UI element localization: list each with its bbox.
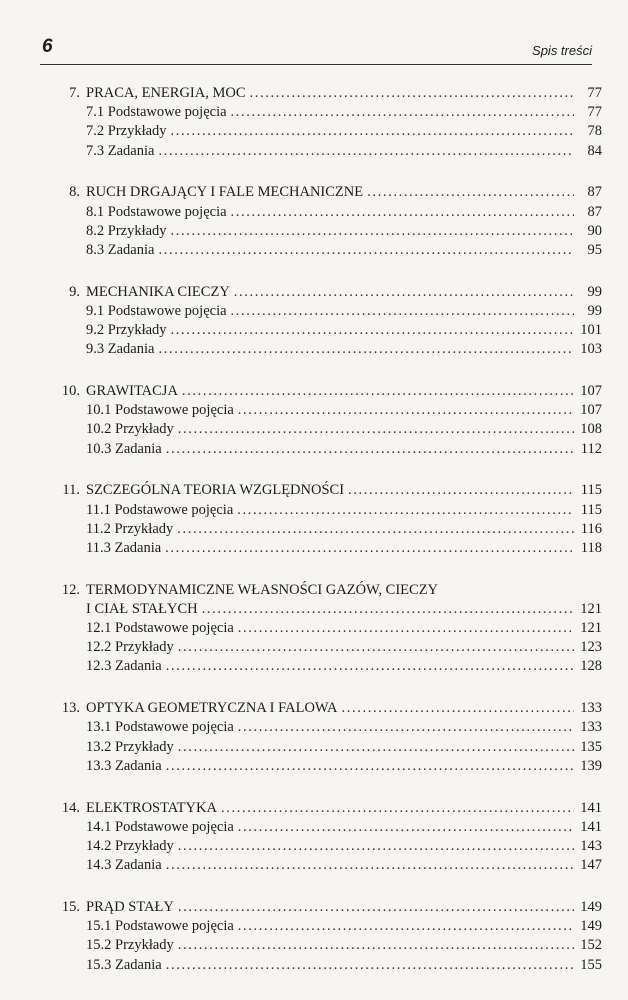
dot-leader — [234, 283, 574, 302]
toc-section-row — [48, 917, 602, 936]
toc-section-row — [48, 103, 602, 122]
page-ref: 107 — [580, 383, 602, 400]
section-title: 14.1 Podstawowe pojęcia — [86, 818, 234, 835]
dot-leader — [158, 241, 574, 260]
toc-section-row — [48, 222, 602, 241]
dot-leader — [237, 501, 574, 520]
toc-section-row — [48, 203, 602, 222]
section-title: 12.3 Zadania — [86, 658, 162, 675]
page-ref: 143 — [580, 837, 602, 854]
dot-leader — [250, 84, 574, 103]
toc-section-row — [48, 440, 602, 459]
chapter-number: 13. — [61, 700, 80, 717]
chapter-title-continued: I CIAŁ STAŁYCH — [86, 600, 198, 617]
page-number: 6 — [42, 36, 53, 57]
toc-section-row — [48, 936, 602, 955]
page-ref: 133 — [580, 700, 602, 717]
chapter-title: PRĄD STAŁY — [86, 898, 174, 915]
page-ref: 77 — [587, 85, 602, 101]
toc-section-row — [48, 837, 602, 856]
dot-leader — [238, 401, 574, 420]
dot-leader — [231, 302, 574, 321]
toc-section-row — [48, 340, 602, 359]
dot-leader — [231, 203, 574, 222]
toc-section-row — [48, 401, 602, 420]
toc-section-row — [48, 619, 602, 638]
page-ref: 118 — [580, 539, 602, 556]
toc-chapter — [48, 283, 602, 360]
page-ref: 112 — [580, 440, 602, 457]
toc-section-row — [48, 142, 602, 161]
page-ref: 147 — [580, 857, 602, 874]
toc-chapter — [48, 183, 602, 260]
section-title: 8.1 Podstawowe pojęcia — [86, 203, 227, 220]
dot-leader — [158, 340, 574, 359]
page-ref: 90 — [587, 222, 602, 239]
dot-leader — [238, 718, 574, 737]
page-ref: 121 — [580, 600, 602, 617]
toc-section-row — [48, 738, 602, 757]
dot-leader — [165, 539, 574, 558]
page-ref: 152 — [580, 937, 602, 954]
section-title: 11.1 Podstawowe pojęcia — [86, 501, 234, 518]
toc-chapter-row — [48, 581, 602, 600]
chapter-title: SZCZEGÓLNA TEORIA WZGLĘDNOŚCI — [86, 482, 345, 499]
table-of-contents — [48, 84, 602, 997]
toc-chapter — [48, 898, 602, 975]
toc-chapter-row-continued — [48, 600, 602, 619]
page-ref: 101 — [580, 322, 602, 339]
toc-section-row — [48, 818, 602, 837]
dot-leader — [158, 142, 574, 161]
dot-leader — [348, 481, 574, 500]
section-title: 15.2 Przykłady — [86, 937, 174, 954]
chapter-number: 7. — [69, 85, 80, 101]
page-ref: 139 — [580, 757, 602, 774]
chapter-title: MECHANIKA CIECZY — [86, 283, 230, 300]
toc-chapter-row — [48, 382, 602, 401]
dot-leader — [202, 600, 574, 619]
page-ref: 115 — [580, 482, 602, 499]
dot-leader — [178, 837, 574, 856]
toc-section-row — [48, 501, 602, 520]
toc-section-row — [48, 241, 602, 260]
toc-chapter-row — [48, 481, 602, 500]
toc-section-row — [48, 420, 602, 439]
section-title: 10.1 Podstawowe pojęcia — [86, 402, 234, 419]
toc-chapter — [48, 481, 602, 558]
toc-chapter-row — [48, 183, 602, 202]
section-title: 10.2 Przykłady — [86, 421, 174, 438]
page-ref: 128 — [580, 658, 602, 675]
section-title: 13.1 Podstawowe pojęcia — [86, 719, 234, 736]
toc-section-row — [48, 718, 602, 737]
page-ref: 149 — [580, 918, 602, 935]
dot-leader — [178, 638, 574, 657]
dot-leader — [178, 936, 574, 955]
chapter-title: OPTYKA GEOMETRYCZNA I FALOWA — [86, 700, 338, 717]
page-ref: 87 — [587, 203, 602, 220]
dot-leader — [177, 520, 574, 539]
toc-chapter — [48, 382, 602, 459]
section-title: 11.3 Zadania — [86, 539, 162, 556]
dot-leader — [166, 856, 574, 875]
dot-leader — [341, 699, 574, 718]
page-ref: 78 — [587, 123, 602, 140]
page-ref: 108 — [580, 421, 602, 438]
toc-chapter-row — [48, 799, 602, 818]
toc-chapter-row — [48, 699, 602, 718]
dot-leader — [178, 898, 574, 917]
chapter-number: 8. — [69, 184, 80, 201]
dot-leader — [221, 799, 574, 818]
toc-section-row — [48, 520, 602, 539]
page-ref: 99 — [587, 302, 602, 319]
page-ref: 141 — [580, 799, 602, 816]
section-title: 13.3 Zadania — [86, 757, 162, 774]
section-title: 14.2 Przykłady — [86, 837, 174, 854]
section-title: 15.1 Podstawowe pojęcia — [86, 918, 234, 935]
toc-section-row — [48, 302, 602, 321]
toc-chapter — [48, 699, 602, 776]
page-ref: 103 — [580, 341, 602, 358]
toc-chapter — [48, 581, 602, 677]
section-title: 11.2 Przykłady — [86, 520, 174, 537]
page-header — [40, 34, 592, 65]
page-ref: 155 — [580, 956, 602, 973]
chapter-title: ELEKTROSTATYKA — [86, 799, 217, 816]
toc-section-row — [48, 757, 602, 776]
chapter-title: TERMODYNAMICZNE WŁASNOŚCI GAZÓW, CIECZY — [86, 581, 439, 598]
chapter-title: RUCH DRGAJĄCY I FALE MECHANICZNE — [86, 184, 364, 201]
dot-leader — [238, 818, 574, 837]
section-title: 15.3 Zadania — [86, 956, 162, 973]
page-ref: 95 — [587, 241, 602, 258]
section-title: 7.2 Przykłady — [86, 123, 167, 140]
toc-chapter-row — [48, 84, 602, 103]
page-ref: 141 — [580, 818, 602, 835]
section-title: 7.3 Zadania — [86, 142, 155, 159]
page-ref: 121 — [580, 620, 602, 637]
section-title: 12.2 Przykłady — [86, 639, 174, 656]
running-title: Spis treści — [532, 43, 592, 58]
page-ref: 133 — [580, 719, 602, 736]
dot-leader — [166, 956, 574, 975]
section-title: 12.1 Podstawowe pojęcia — [86, 620, 234, 637]
dot-leader — [367, 183, 574, 202]
section-title: 13.2 Przykłady — [86, 738, 174, 755]
section-title: 8.3 Zadania — [86, 241, 155, 258]
section-title: 14.3 Zadania — [86, 857, 162, 874]
chapter-title: GRAWITACJA — [86, 383, 178, 400]
page-ref: 149 — [580, 898, 602, 915]
chapter-number: 15. — [61, 898, 80, 915]
page-ref: 99 — [587, 283, 602, 300]
dot-leader — [238, 917, 574, 936]
toc-chapter — [48, 84, 602, 161]
toc-section-row — [48, 122, 602, 141]
toc-section-row — [48, 321, 602, 340]
section-title: 9.2 Przykłady — [86, 322, 167, 339]
dot-leader — [182, 382, 574, 401]
dot-leader — [171, 321, 574, 340]
page-ref: 135 — [580, 738, 602, 755]
page-ref: 107 — [580, 402, 602, 419]
dot-leader — [171, 122, 574, 141]
section-title: 8.2 Przykłady — [86, 222, 167, 239]
dot-leader — [178, 738, 574, 757]
dot-leader — [166, 657, 574, 676]
section-title: 9.1 Podstawowe pojęcia — [86, 302, 227, 319]
section-title: 7.1 Podstawowe pojęcia — [86, 104, 227, 121]
page-ref: 77 — [587, 104, 602, 121]
page-ref: 116 — [580, 520, 602, 537]
dot-leader — [171, 222, 574, 241]
page-ref: 84 — [587, 142, 602, 159]
toc-chapter-row — [48, 898, 602, 917]
section-title: 9.3 Zadania — [86, 341, 155, 358]
dot-leader — [178, 420, 574, 439]
dot-leader — [238, 619, 574, 638]
dot-leader — [166, 440, 574, 459]
toc-section-row — [48, 638, 602, 657]
toc-section-row — [48, 657, 602, 676]
page-ref: 115 — [580, 501, 602, 518]
chapter-number: 12. — [61, 581, 80, 598]
toc-section-row — [48, 956, 602, 975]
chapter-number: 11. — [62, 482, 80, 499]
page-ref: 123 — [580, 639, 602, 656]
chapter-title: PRACA, ENERGIA, MOC — [86, 85, 246, 101]
toc-chapter-row — [48, 283, 602, 302]
toc-chapter — [48, 799, 602, 876]
page-ref: 87 — [587, 184, 602, 201]
toc-section-row — [48, 539, 602, 558]
dot-leader — [231, 103, 574, 122]
chapter-number: 14. — [61, 799, 80, 816]
dot-leader — [166, 757, 574, 776]
chapter-number: 10. — [61, 383, 80, 400]
toc-section-row — [48, 856, 602, 875]
section-title: 10.3 Zadania — [86, 440, 162, 457]
chapter-number: 9. — [69, 283, 80, 300]
